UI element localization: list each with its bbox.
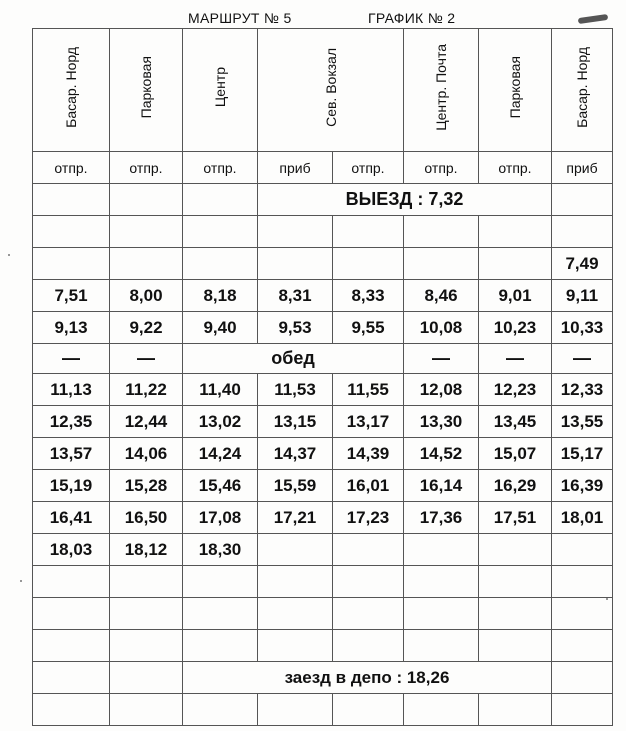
scan-speck (8, 254, 10, 256)
stop-header: Сев. Вокзал (258, 29, 404, 152)
stop-header: Парковая (110, 29, 183, 152)
lunch-dash: — (552, 344, 613, 374)
table-row (33, 280, 613, 312)
lunch-dash: — (110, 344, 183, 374)
empty-row (33, 566, 613, 598)
table-row (33, 470, 613, 502)
time-cell: 8,31 (258, 280, 333, 312)
time-cell: 13,45 (479, 406, 552, 438)
time-cell: 10,33 (552, 312, 613, 344)
departure-banner: ВЫЕЗД : 7,32 (258, 184, 552, 216)
time-cell: 17,08 (183, 502, 258, 534)
empty-row (33, 630, 613, 662)
time-cell: 8,33 (333, 280, 404, 312)
time-cell: 13,30 (404, 406, 479, 438)
stop-header-row (33, 29, 613, 152)
route-number: МАРШРУТ № 5 (188, 10, 292, 26)
timetable-title (32, 4, 612, 30)
departure-banner-row (33, 184, 613, 216)
lunch-dash: — (404, 344, 479, 374)
time-cell: 12,23 (479, 374, 552, 406)
time-cell: 9,53 (258, 312, 333, 344)
empty-row (33, 216, 613, 248)
lunch-dash: — (33, 344, 110, 374)
time-cell: 14,52 (404, 438, 479, 470)
time-cell: 18,03 (33, 534, 110, 566)
time-cell: 9,13 (33, 312, 110, 344)
empty-row (33, 598, 613, 630)
sub-label: отпр. (333, 152, 404, 184)
sub-label-row (33, 152, 613, 184)
time-cell: 7,51 (33, 280, 110, 312)
time-cell: 13,15 (258, 406, 333, 438)
sub-label: приб (552, 152, 613, 184)
time-cell: 14,06 (110, 438, 183, 470)
time-cell: 13,55 (552, 406, 613, 438)
time-cell: 9,11 (552, 280, 613, 312)
lunch-dash: — (479, 344, 552, 374)
time-cell: 18,12 (110, 534, 183, 566)
schedule-number: ГРАФИК № 2 (368, 10, 456, 26)
time-cell: 15,28 (110, 470, 183, 502)
lunch-row (33, 344, 613, 374)
time-cell: 12,35 (33, 406, 110, 438)
stop-header: Центр. Почта (404, 29, 479, 152)
sub-label: отпр. (479, 152, 552, 184)
time-cell: 13,02 (183, 406, 258, 438)
stop-header: Парковая (479, 29, 552, 152)
time-cell: 16,01 (333, 470, 404, 502)
time-cell: 17,36 (404, 502, 479, 534)
time-cell: 17,21 (258, 502, 333, 534)
lunch-label: обед (183, 344, 404, 374)
table-row (33, 406, 613, 438)
time-cell: 15,07 (479, 438, 552, 470)
time-cell: 16,50 (110, 502, 183, 534)
time-cell: 11,40 (183, 374, 258, 406)
table-row (33, 502, 613, 534)
table-row (33, 312, 613, 344)
time-cell: 11,13 (33, 374, 110, 406)
time-cell: 10,23 (479, 312, 552, 344)
table-row (33, 374, 613, 406)
stop-header: Басар. Норд (33, 29, 110, 152)
time-cell: 16,39 (552, 470, 613, 502)
time-cell: 14,37 (258, 438, 333, 470)
time-cell: 8,00 (110, 280, 183, 312)
time-cell: 15,46 (183, 470, 258, 502)
time-cell: 13,57 (33, 438, 110, 470)
empty-row (33, 694, 613, 726)
time-cell: 16,14 (404, 470, 479, 502)
time-cell: 12,33 (552, 374, 613, 406)
time-cell: 15,19 (33, 470, 110, 502)
time-cell: 11,55 (333, 374, 404, 406)
time-cell: 16,29 (479, 470, 552, 502)
first-arrival-time: 7,49 (552, 248, 613, 280)
time-cell: 12,44 (110, 406, 183, 438)
time-cell: 9,40 (183, 312, 258, 344)
time-cell: 16,41 (33, 502, 110, 534)
time-cell: 13,17 (333, 406, 404, 438)
time-cell: 8,46 (404, 280, 479, 312)
depot-return-row (33, 662, 613, 694)
time-cell: 14,24 (183, 438, 258, 470)
first-arrival-row (33, 248, 613, 280)
time-cell: 15,59 (258, 470, 333, 502)
time-cell: 11,53 (258, 374, 333, 406)
time-cell: 17,51 (479, 502, 552, 534)
time-cell: 18,30 (183, 534, 258, 566)
time-cell: 9,55 (333, 312, 404, 344)
sub-label: отпр. (183, 152, 258, 184)
stop-header: Басар. Норд (552, 29, 613, 152)
time-cell: 11,22 (110, 374, 183, 406)
time-cell: 9,01 (479, 280, 552, 312)
time-cell: 10,08 (404, 312, 479, 344)
table-row (33, 438, 613, 470)
depot-return-note: заезд в депо : 18,26 (183, 662, 552, 694)
time-cell: 18,01 (552, 502, 613, 534)
time-cell: 14,39 (333, 438, 404, 470)
time-cell: 15,17 (552, 438, 613, 470)
scan-speck (20, 580, 22, 582)
table-row (33, 534, 613, 566)
time-cell: 8,18 (183, 280, 258, 312)
time-cell: 9,22 (110, 312, 183, 344)
sub-label: отпр. (33, 152, 110, 184)
sub-label: отпр. (404, 152, 479, 184)
time-cell: 12,08 (404, 374, 479, 406)
timetable-grid (32, 28, 613, 726)
time-cell: 17,23 (333, 502, 404, 534)
sub-label: отпр. (110, 152, 183, 184)
stop-header: Центр (183, 29, 258, 152)
sub-label: приб (258, 152, 333, 184)
